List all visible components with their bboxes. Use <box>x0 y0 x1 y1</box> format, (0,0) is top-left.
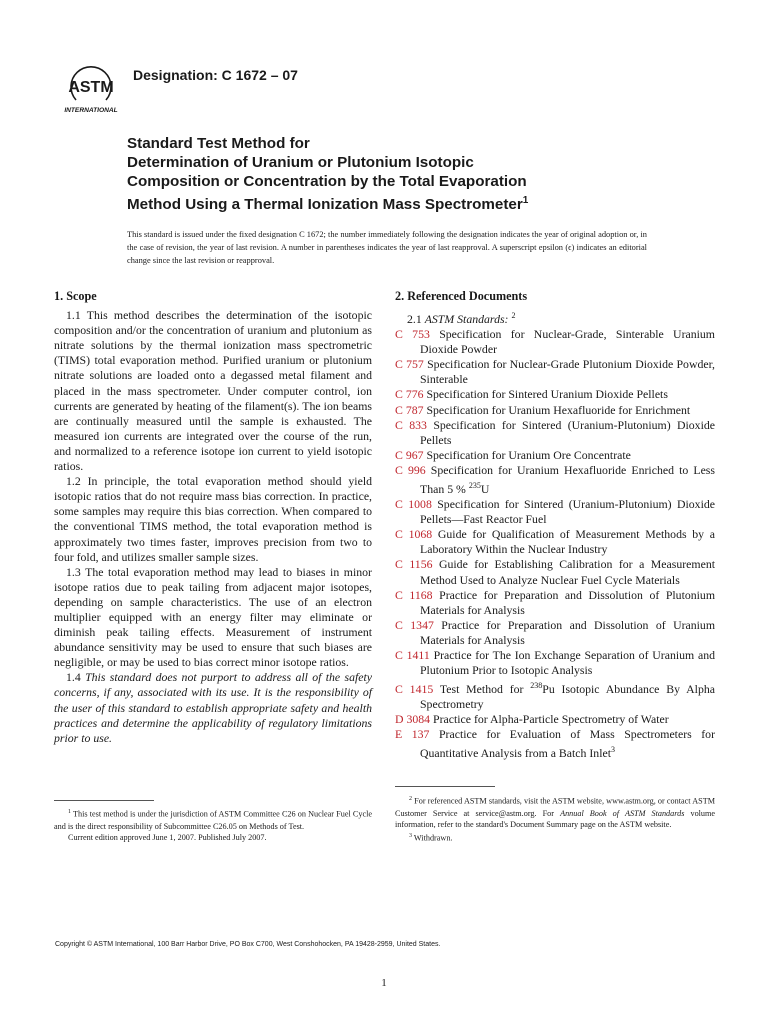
reference-item <box>395 497 715 527</box>
reference-item <box>395 648 715 678</box>
reference-superscript: 235 <box>468 481 481 491</box>
references-heading: 2. Referenced Documents <box>395 289 528 303</box>
reference-item <box>395 418 715 448</box>
footnotes-left <box>54 807 372 844</box>
reference-title: Specification for Uranium Hexafluoride for Enrichment <box>426 402 691 417</box>
reference-item <box>395 712 715 727</box>
reference-title: Specification for Sintered Uranium Dioxide Pellets <box>426 387 668 402</box>
scope-paragraph-4: 1.4 This standard does not purport to address all of the safety concerns, if any, associated with its use. It is the responsibility of the user of this standard to establish appropriate safety and health practices and determine the applicability of regulatory limitations prior to use. <box>54 670 372 745</box>
title-line-4: Method Using a Thermal Ionization Mass Spectrometer$^1$ <box>127 195 529 214</box>
reference-title: Specification for Sintered (Uranium-Plutonium) Dioxide Pellets <box>420 417 715 447</box>
reference-footnote-mark: 3 <box>611 745 615 755</box>
reference-code-link[interactable]: C 1168 <box>395 587 433 602</box>
reference-code-link[interactable]: C 1415 <box>395 682 434 697</box>
reference-code-link[interactable]: C 1068 <box>395 527 433 542</box>
reference-title-tail: U <box>480 481 490 496</box>
logo-text: ASTM <box>68 79 114 96</box>
reference-item <box>395 357 715 387</box>
reference-item <box>395 527 715 557</box>
reference-code-link[interactable]: E 137 <box>395 727 430 742</box>
reference-code-link[interactable]: C 967 <box>395 447 424 462</box>
referenced-documents-section <box>395 289 715 762</box>
reference-item <box>395 618 715 648</box>
reference-title: Specification for Nuclear-Grade Plutonium Dioxide Powder, Sinterable <box>420 357 716 387</box>
reference-item <box>395 557 715 587</box>
footnote-1: $^1$ This test method is under the jurisdiction of ASTM Committee C26 on Nuclear Fuel Cycle and is the direct responsibility of Subcommittee C26.05 on Methods of Test. <box>54 809 372 831</box>
reference-item <box>395 403 715 418</box>
reference-item <box>395 588 715 618</box>
reference-item <box>395 448 715 463</box>
reference-code-link[interactable]: C 1008 <box>395 497 432 512</box>
page-number: 1 <box>381 977 387 989</box>
reference-code-link[interactable]: C 1411 <box>395 648 430 662</box>
footnote-2: $^2$ For referenced ASTM standards, visit the ASTM website, www.astm.org, or contact ASTM Customer Service at service@astm.org. For Annual Book of ASTM Standards volume information, refer to the standard's Document Summary page on the ASTM website. <box>395 796 716 830</box>
astm-standards-label: 2.1 ASTM Standards: $^2$ <box>407 311 516 327</box>
reference-title: Guide for Qualification of Measurement Methods by a Laboratory Within the Nuclear Industry <box>420 527 715 557</box>
scope-paragraph-3: 1.3 The total evaporation method may lead to biases in minor isotope ratios due to peak tailing from adjacent major isotopes, depending on sample characteristics. The use of an electron multiplier equipped with an energy filter may eliminate or diminish peak tailing effects. Measurement of instrument abundance sensitivity may be used to ensure that such biases are negligible, or may be used to bias correct minor isotope ratios. <box>54 564 372 670</box>
footnote-divider-right <box>395 786 495 787</box>
reference-superscript: 238 <box>530 681 543 691</box>
reference-code-link[interactable]: C 787 <box>395 402 424 417</box>
scope-paragraph-2: 1.2 In principle, the total evaporation method should yield isotopic ratios that do not require mass bias correction. In practice, some samples may require this bias correction. When compared to the conventional TIMS method, the total evaporation method is approximately two times faster, improves precision from two to four fold, and utilizes smaller sample sizes. <box>54 474 372 564</box>
designation: Designation: C 1672 – 07 <box>133 67 298 83</box>
reference-title: Practice for The Ion Exchange Separation of Uranium and Plutonium Prior to Isotopic Analysis <box>420 648 715 678</box>
reference-title: Practice for Evaluation of Mass Spectrometers for Quantitative Analysis from a Batch Inlet <box>420 727 716 761</box>
title-footnote-mark: 1 <box>522 195 529 206</box>
reference-list <box>395 327 715 761</box>
title-line-2: Determination of Uranium or Plutonium Isotopic <box>127 154 474 171</box>
reference-title: Test Method for <box>439 682 524 697</box>
astm-logo <box>60 56 122 116</box>
reference-code-link[interactable]: C 753 <box>395 327 430 342</box>
reference-code-link[interactable]: C 1347 <box>395 617 434 632</box>
reference-item <box>395 387 715 402</box>
title-line-1: Standard Test Method for <box>127 135 310 152</box>
reference-title: Specification for Uranium Hexafluoride Enriched to Less Than 5 % <box>420 462 715 496</box>
copyright-notice: Copyright © ASTM International, 100 Barr Harbor Drive, PO Box C700, West Conshohocken, PA 19428-2959, United States. <box>55 941 441 948</box>
scope-paragraph-1: 1.1 This method describes the determination of the isotopic composition and/or the concentration of uranium and plutonium as nitrate solutions by the thermal ionization mass spectrometric (TIMS) total evaporation method. Purified uranium or plutonium nitrate solutions are loaded onto a degassed metal filament and placed in the mass spectrometer. Under computer control, ion currents are generated by heating of the filament(s). The ion beams are continually measured until the sample is exhausted. The measured ion currents are integrated over the course of the run, and normalized to a reference isotope ion current to yield isotopic ratios. <box>54 308 372 474</box>
reference-title: Specification for Sintered (Uranium-Plutonium) Dioxide Pellets—Fast Reactor Fuel <box>420 497 715 527</box>
reference-code-link[interactable]: C 833 <box>395 417 427 432</box>
reference-item <box>395 678 715 712</box>
reference-item <box>395 463 715 497</box>
reference-code-link[interactable]: C 1156 <box>395 557 433 572</box>
footnote-divider-left <box>54 800 154 801</box>
title-line-3: Composition or Concentration by the Total Evaporation <box>127 173 527 190</box>
logo-subtext: INTERNATIONAL <box>64 107 118 114</box>
footnote-1-edition: Current edition approved June 1, 2007. Published July 2007. <box>68 833 267 843</box>
reference-title: Practice for Preparation and Dissolution of Uranium Materials for Analysis <box>420 617 716 647</box>
reference-item <box>395 727 715 761</box>
scope-heading: 1. Scope <box>54 289 97 303</box>
reference-title-tail: Pu Isotopic Abundance By Alpha Spectrometry <box>420 682 715 712</box>
scope-section <box>54 289 372 746</box>
reference-code-link[interactable]: C 996 <box>395 462 426 477</box>
reference-code-link[interactable]: D 3084 <box>395 712 431 727</box>
reference-title: Specification for Uranium Ore Concentrate <box>426 447 631 462</box>
reference-title: Specification for Nuclear-Grade, Sinterable Uranium Dioxide Powder <box>420 327 715 357</box>
footnote-3: $^3$ Withdrawn. <box>409 833 453 843</box>
reference-code-link[interactable]: C 776 <box>395 387 424 402</box>
reference-code-link[interactable]: C 757 <box>395 357 424 372</box>
reference-title: Practice for Preparation and Dissolution of Plutonium Materials for Analysis <box>420 587 715 617</box>
reference-title: Guide for Establishing Calibration for a Measurement Method Used to Analyze Nuclear Fuel Cycle Materials <box>420 557 715 587</box>
document-title <box>127 134 687 214</box>
footnotes-right <box>395 794 715 845</box>
issuance-notice: This standard is issued under the fixed designation C 1672; the number immediately following the designation indicates the year of original adoption or, in the case of revision, the year of last revision. A number in parentheses indicates the year of last reapproval. A superscript epsilon (ϵ) indicates an editorial change since the last revision or reapproval. <box>127 230 647 266</box>
reference-title: Practice for Alpha-Particle Spectrometry of Water <box>433 712 669 727</box>
reference-item <box>395 327 715 357</box>
